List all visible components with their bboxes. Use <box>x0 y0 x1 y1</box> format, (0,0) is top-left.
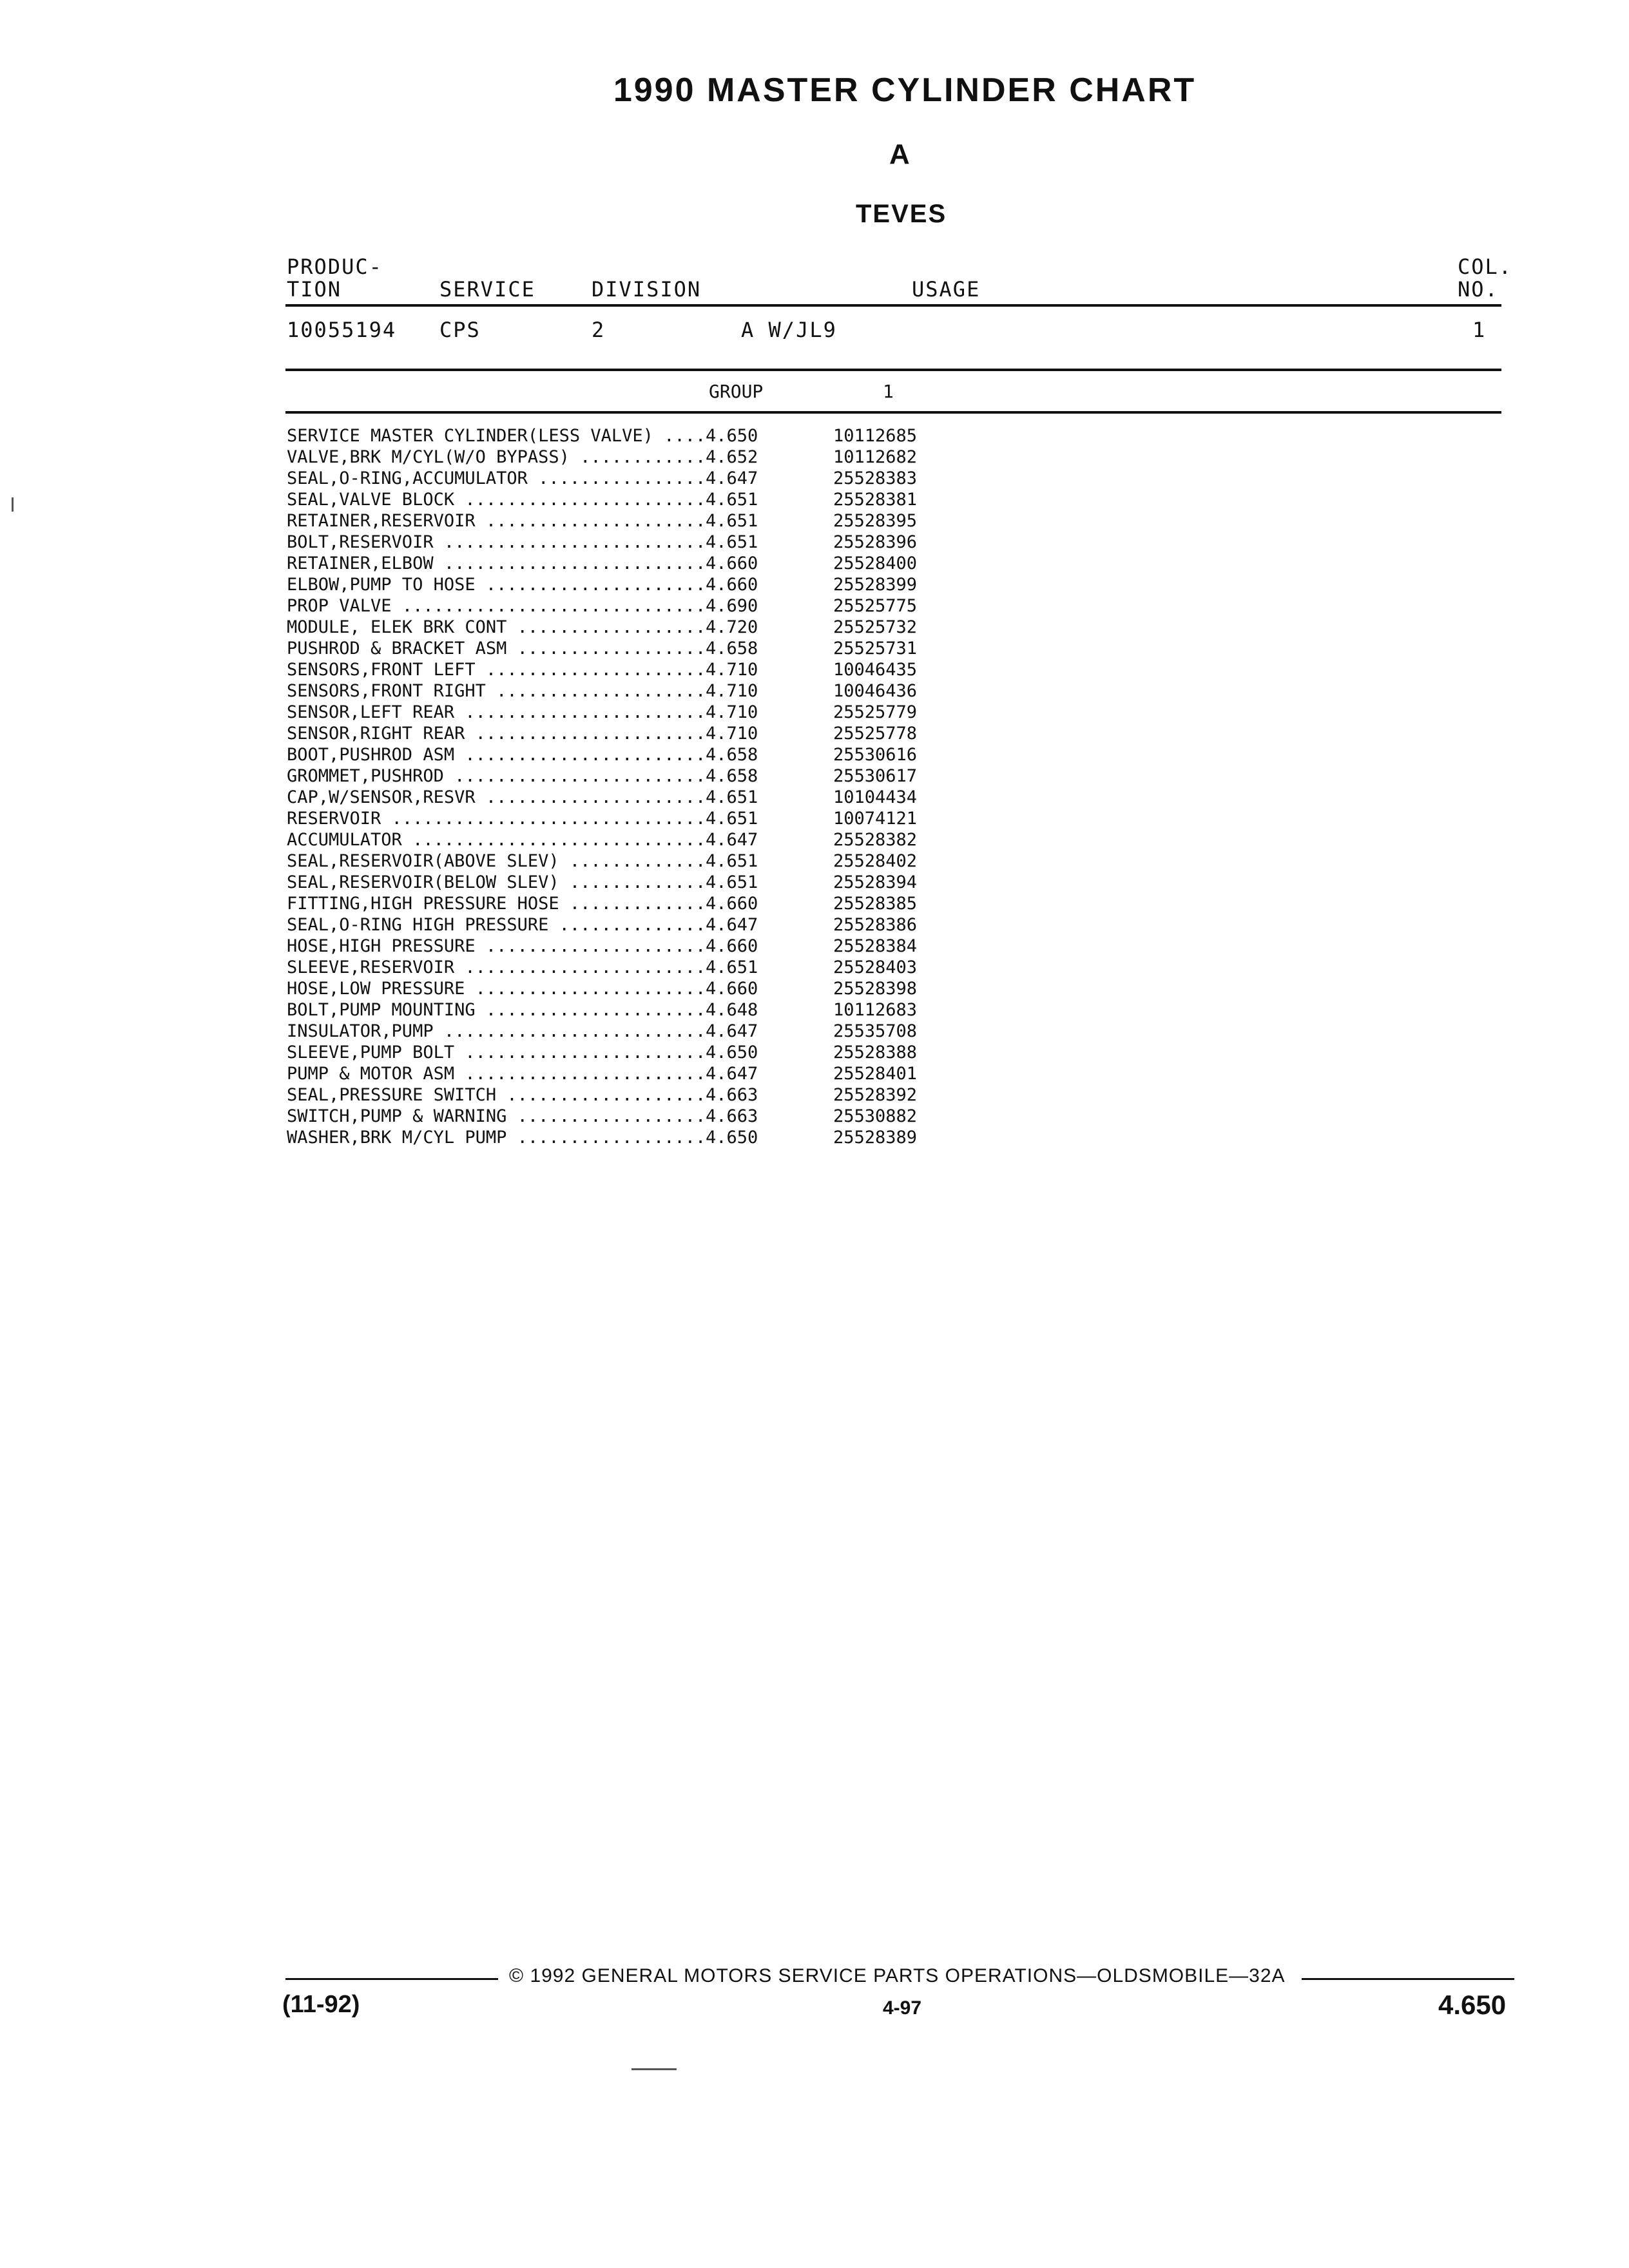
part-group: 4.660 <box>706 553 758 573</box>
part-group: 4.658 <box>706 639 758 658</box>
footer-page-number: 4-97 <box>883 1997 922 2019</box>
part-group: 4.651 <box>706 532 758 552</box>
part-number: 25535708 <box>833 1021 918 1041</box>
part-name: PUMP & MOTOR ASM ..... <box>287 1063 706 1084</box>
part-name: SEAL,O-RING,ACCUMULATOR ..... <box>287 468 706 489</box>
part-group: 4.650 <box>706 1043 758 1062</box>
part-number: 10112682 <box>833 447 918 467</box>
part-group: 4.660 <box>706 979 758 999</box>
part-number: 25528396 <box>833 532 918 552</box>
part-name: SEAL,RESERVOIR(BELOW SLEV) ..... <box>287 872 706 893</box>
part-name: PUSHROD & BRACKET ASM ..... <box>287 638 706 659</box>
part-group: 4.690 <box>706 596 758 616</box>
part-number: 10046436 <box>833 681 918 701</box>
part-number: 25525778 <box>833 724 918 744</box>
part-group: 4.647 <box>706 915 758 935</box>
part-name: GROMMET,PUSHROD ..... <box>287 765 706 787</box>
part-name: CAP,W/SENSOR,RESVR ..... <box>287 787 706 808</box>
part-name: SLEEVE,RESERVOIR ..... <box>287 957 706 978</box>
part-name: HOSE,HIGH PRESSURE ..... <box>287 936 706 957</box>
part-group: 4.650 <box>706 1128 758 1148</box>
part-name: SWITCH,PUMP & WARNING ..... <box>287 1106 706 1127</box>
part-name: BOLT,PUMP MOUNTING ..... <box>287 999 706 1021</box>
part-name: SENSOR,LEFT REAR ..... <box>287 702 706 723</box>
part-name: ELBOW,PUMP TO HOSE ..... <box>287 574 706 595</box>
part-group: 4.663 <box>706 1106 758 1126</box>
part-name: BOOT,PUSHROD ASM ..... <box>287 744 706 765</box>
part-number: 25528384 <box>833 936 918 956</box>
part-number: 25528383 <box>833 468 918 488</box>
footer-rule-right <box>1302 1978 1514 1980</box>
part-number: 10074121 <box>833 809 918 829</box>
part-group: 4.651 <box>706 872 758 892</box>
footer-copyright: © 1992 GENERAL MOTORS SERVICE PARTS OPERATIONS—OLDSMOBILE—32A <box>509 1965 1286 1986</box>
part-number: 25530882 <box>833 1106 918 1126</box>
footer-rule-left <box>285 1978 498 1980</box>
header-division: DIVISION <box>592 277 702 302</box>
header-usage: USAGE <box>912 277 981 302</box>
part-number: 25528401 <box>833 1064 918 1084</box>
part-name: SENSORS,FRONT RIGHT ..... <box>287 680 706 702</box>
part-number: 25528388 <box>833 1043 918 1062</box>
part-name: PROP VALVE ..... <box>287 595 706 617</box>
part-group: 4.651 <box>706 957 758 977</box>
part-name: RETAINER,ELBOW ..... <box>287 553 706 574</box>
part-number: 25528394 <box>833 872 918 892</box>
part-group: 4.663 <box>706 1085 758 1105</box>
group-rule <box>285 411 1501 414</box>
part-name: BOLT,RESERVOIR ..... <box>287 532 706 553</box>
part-number: 10112683 <box>833 1000 918 1020</box>
part-number: 25528381 <box>833 490 918 510</box>
scan-speck <box>631 2068 677 2070</box>
part-number: 10104434 <box>833 787 918 807</box>
part-group: 4.651 <box>706 851 758 871</box>
part-group: 4.710 <box>706 681 758 701</box>
part-name: SENSORS,FRONT LEFT ..... <box>287 659 706 680</box>
part-group: 4.651 <box>706 809 758 829</box>
part-number: 25528403 <box>833 957 918 977</box>
manufacturer-name: TEVES <box>856 200 947 228</box>
part-name: WASHER,BRK M/CYL PUMP ..... <box>287 1127 706 1148</box>
col-number: 1 <box>1472 318 1487 342</box>
part-group: 4.660 <box>706 936 758 956</box>
part-group: 4.651 <box>706 787 758 807</box>
part-group: 4.647 <box>706 468 758 488</box>
part-name: MODULE, ELEK BRK CONT ..... <box>287 617 706 638</box>
header-production-1: PRODUC- <box>287 255 383 279</box>
part-number: 25528389 <box>833 1128 918 1148</box>
part-name: RETAINER,RESERVOIR ..... <box>287 510 706 532</box>
part-number: 25528382 <box>833 830 918 850</box>
part-group: 4.647 <box>706 1064 758 1084</box>
part-name: VALVE,BRK M/CYL(W/O BYPASS) ..... <box>287 447 706 468</box>
part-group: 4.710 <box>706 724 758 744</box>
part-number: 25525731 <box>833 639 918 658</box>
part-group: 4.710 <box>706 660 758 680</box>
part-number: 25528386 <box>833 915 918 935</box>
part-name: SEAL,PRESSURE SWITCH ..... <box>287 1084 706 1106</box>
part-number: 10046435 <box>833 660 918 680</box>
production-number: 10055194 <box>287 318 397 342</box>
part-number: 25528392 <box>833 1085 918 1105</box>
part-group: 4.647 <box>706 1021 758 1041</box>
part-group: 4.660 <box>706 575 758 595</box>
part-name: SEAL,O-RING HIGH PRESSURE ..... <box>287 914 706 936</box>
group-col-label: 1 <box>883 381 894 402</box>
service-code: CPS <box>439 318 481 342</box>
master-row-rule <box>285 369 1501 371</box>
footer-section-number: 4.650 <box>1438 1990 1507 2020</box>
part-number: 25525779 <box>833 702 918 722</box>
part-group: 4.720 <box>706 617 758 637</box>
part-group: 4.651 <box>706 511 758 531</box>
part-name: RESERVOIR ..... <box>287 808 706 829</box>
part-group: 4.710 <box>706 702 758 722</box>
part-name: SLEEVE,PUMP BOLT ..... <box>287 1042 706 1063</box>
scan-speck <box>12 497 14 512</box>
part-number: 25528402 <box>833 851 918 871</box>
part-number: 25528385 <box>833 894 918 914</box>
page-title: 1990 MASTER CYLINDER CHART <box>613 72 1197 109</box>
footer-date-code: (11-92) <box>282 1991 360 2018</box>
part-name: HOSE,LOW PRESSURE ..... <box>287 978 706 999</box>
part-group: 4.652 <box>706 447 758 467</box>
part-number: 25530616 <box>833 745 918 765</box>
part-number: 25525732 <box>833 617 918 637</box>
division-number: 2 <box>592 318 606 342</box>
header-col-1: COL. <box>1458 255 1513 279</box>
part-number: 10112685 <box>833 426 918 446</box>
part-name: ACCUMULATOR ..... <box>287 829 706 850</box>
group-label: GROUP <box>709 381 764 402</box>
part-name: SEAL,RESERVOIR(ABOVE SLEV) ..... <box>287 850 706 872</box>
part-number: 25525775 <box>833 596 918 616</box>
part-group: 4.648 <box>706 1000 758 1020</box>
part-name: SERVICE MASTER CYLINDER(LESS VALVE) ..... <box>287 425 706 447</box>
part-group: 4.658 <box>706 766 758 786</box>
part-number: 25530617 <box>833 766 918 786</box>
part-name: FITTING,HIGH PRESSURE HOSE ..... <box>287 893 706 914</box>
part-group: 4.658 <box>706 745 758 765</box>
part-number: 25528395 <box>833 511 918 531</box>
header-service: SERVICE <box>439 277 535 302</box>
part-group: 4.660 <box>706 894 758 914</box>
usage-value: A W/JL9 <box>741 318 837 342</box>
part-number: 25528398 <box>833 979 918 999</box>
part-number: 25528399 <box>833 575 918 595</box>
chart-letter: A <box>889 139 910 170</box>
part-name: INSULATOR,PUMP ..... <box>287 1021 706 1042</box>
header-rule <box>285 304 1501 307</box>
part-group: 4.647 <box>706 830 758 850</box>
part-name: SENSOR,RIGHT REAR ..... <box>287 723 706 744</box>
part-number: 25528400 <box>833 553 918 573</box>
header-col-2: NO. <box>1458 277 1499 302</box>
part-group: 4.651 <box>706 490 758 510</box>
part-name: SEAL,VALVE BLOCK ..... <box>287 489 706 510</box>
part-group: 4.650 <box>706 426 758 446</box>
header-production-2: TION <box>287 277 342 302</box>
